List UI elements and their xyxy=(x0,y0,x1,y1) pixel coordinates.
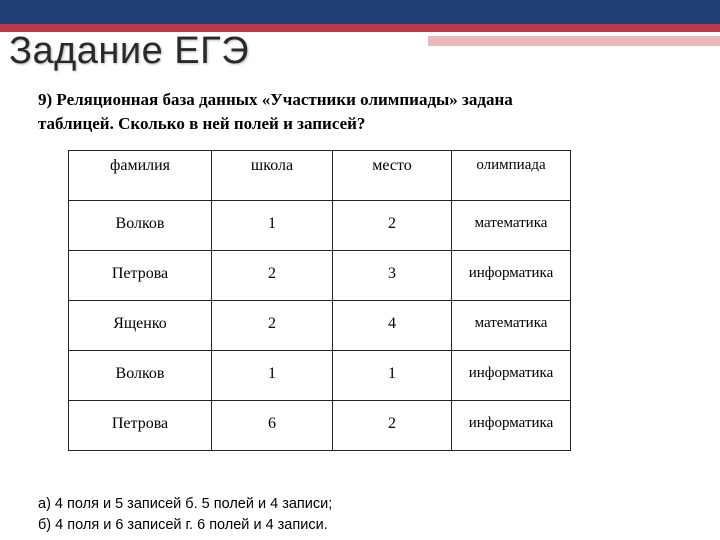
answer-options xyxy=(38,494,698,536)
cell-surname: Волков xyxy=(69,201,212,251)
cell-school: 1 xyxy=(212,201,333,251)
cell-place: 2 xyxy=(333,201,452,251)
question-line-1: 9) Реляционная база данных «Участники олимпиады» задана xyxy=(38,90,513,109)
header-band-pink xyxy=(428,36,720,46)
cell-surname: Волков xyxy=(69,351,212,401)
cell-olympiad: математика xyxy=(452,301,571,351)
question-text xyxy=(38,88,598,136)
cell-surname: Петрова xyxy=(69,251,212,301)
cell-school: 2 xyxy=(212,301,333,351)
header-band-blue xyxy=(0,0,720,24)
cell-place: 3 xyxy=(333,251,452,301)
slide-title: Задание ЕГЭ xyxy=(9,30,250,72)
header-cell-surname: фамилия xyxy=(69,151,212,201)
cell-olympiad: информатика xyxy=(452,351,571,401)
cell-school: 1 xyxy=(212,351,333,401)
table-row xyxy=(69,201,571,251)
cell-place: 4 xyxy=(333,301,452,351)
answer-line-1: а) 4 поля и 5 записей б. 5 полей и 4 записи; xyxy=(38,496,333,512)
cell-olympiad: математика xyxy=(452,201,571,251)
table-header-row xyxy=(69,151,571,201)
cell-surname: Петрова xyxy=(69,401,212,451)
cell-place: 2 xyxy=(333,401,452,451)
header-cell-school: школа xyxy=(212,151,333,201)
question-line-2: таблицей. Сколько в ней полей и записей? xyxy=(38,114,366,133)
table-row xyxy=(69,351,571,401)
cell-school: 2 xyxy=(212,251,333,301)
table-row xyxy=(69,401,571,451)
answer-line-2: б) 4 поля и 6 записей г. 6 полей и 4 записи. xyxy=(38,517,328,533)
cell-school: 6 xyxy=(212,401,333,451)
cell-olympiad: информатика xyxy=(452,251,571,301)
cell-surname: Ященко xyxy=(69,301,212,351)
cell-olympiad: информатика xyxy=(452,401,571,451)
header-cell-place: место xyxy=(333,151,452,201)
participants-table xyxy=(68,150,571,451)
table-row xyxy=(69,251,571,301)
table-row xyxy=(69,301,571,351)
cell-place: 1 xyxy=(333,351,452,401)
header-cell-olympiad: олимпиада xyxy=(452,151,571,201)
